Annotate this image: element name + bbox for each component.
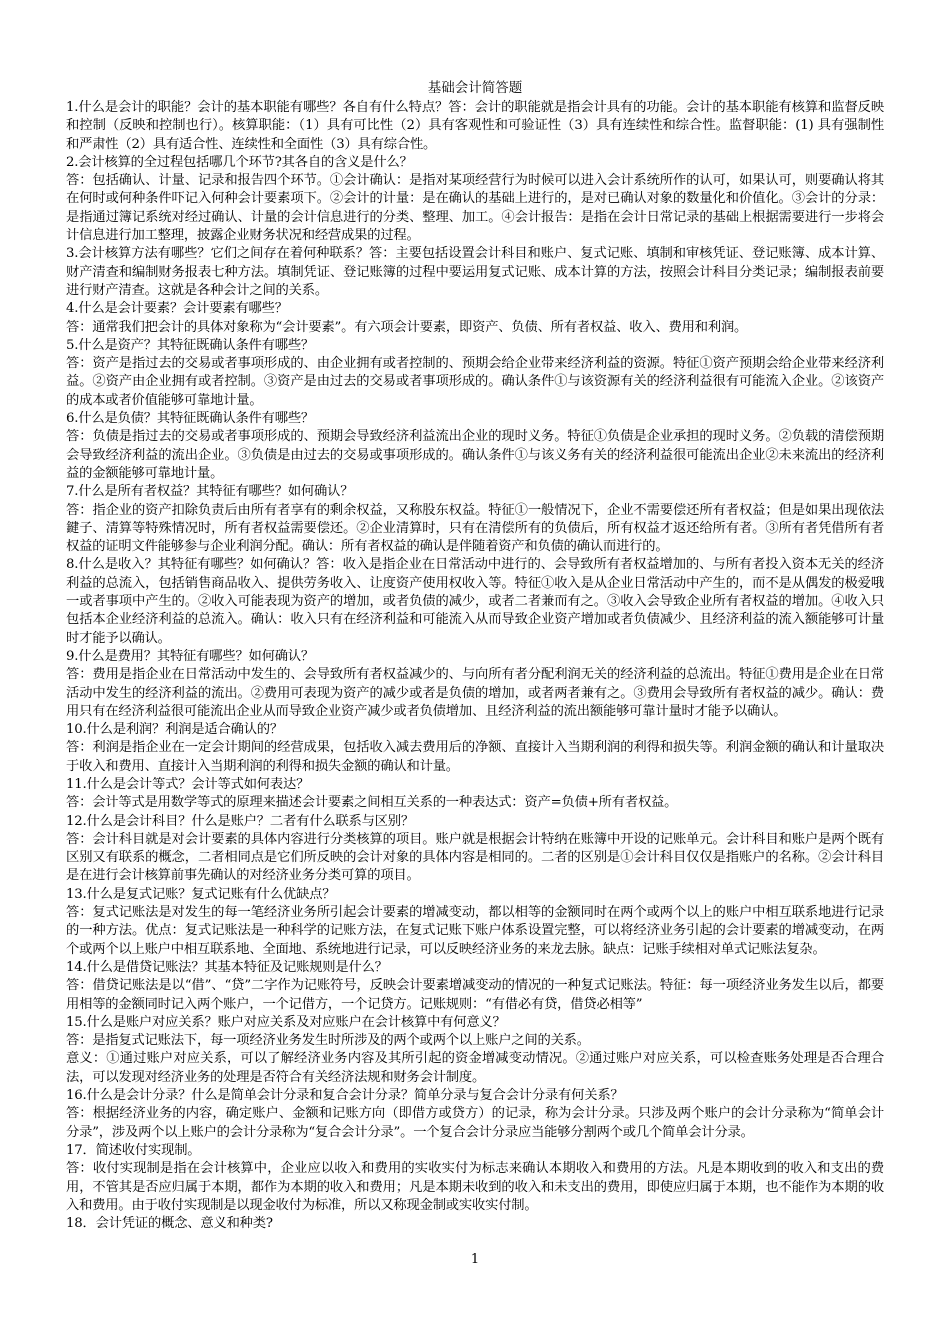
paragraph: 答：资产是指过去的交易或者事项形成的、由企业拥有或者控制的、预期会给企业带来经济利益的资源。特征①资产预期会给企业带来经济利益。②资产由企业拥有或者控制。③资产是由过去的交易或者事项形成的。确认条件①与该资源有关的经济利益很有可能流入企业。②该资产的成本或者价值能够可靠地计量。 [66, 356, 884, 408]
paragraph: 17．简述收付实现制。 [66, 1142, 201, 1158]
paragraph: 答：通常我们把会计的具体对象称为“会计要素”。有六项会计要素，即资产、负债、所有者权益、收入、费用和利润。 [66, 319, 748, 335]
paragraph: 答：根据经济业务的内容，确定账户、金额和记账方向（即借方或贷方）的记录，称为会计分录。只涉及两个账户的会计分录称为“简单会计分录”，涉及两个以上账户的会计分录称为“复合会计分录”。一个复合会计分录应当能够分割两个或几个简单会计分录。 [66, 1106, 884, 1140]
paragraph: 2.会计核算的全过程包括哪几个环节?其各自的含义是什么？ [66, 154, 413, 170]
paragraph: 7.什么是所有者权益？其特征有哪些？如何确认？ [66, 484, 354, 500]
paragraph: 答：利润是指企业在一定会计期间的经营成果，包括收入减去费用后的净额、直接计入当期利润的利得和损失等。利润金额的确认和计量取决于收入和费用、直接计入当期利润的利得和损失金额的确认和计量。 [66, 740, 884, 774]
paragraph: 答：收付实现制是指在会计核算中，企业应以收入和费用的实收实付为标志来确认本期收入和费用的方法。凡是本期收到的收入和支出的费用，不管其是否应归属于本期，都作为本期的收入和费用；凡是本期未收到的收入和未支出的费用，即使应归属于本期，也不能作为本期的收入和费用。由于收付实现制是以现金收付为标准，所以又称现金制或实收实付制。 [66, 1161, 884, 1213]
paragraph: 答：是指复式记账法下，每一项经济业务发生时所涉及的两个或两个以上账户之间的关系。 [66, 1033, 590, 1049]
paragraph: 4.什么是会计要素？会计要素有哪些？ [66, 301, 288, 317]
paragraph: 答：包括确认、计量、记录和报告四个环节。①会计确认：是指对某项经营行为时候可以进入会计系统所作的认可，如果认可，则要确认将其在何时或何种条件吓记入何种会计要素项下。②会计的计量：是在确认的基础上进行的，是对已确认对象的数量化和价值化。③会计的分录：是指通过簿记系统对经过确认、计量的会计信息进行的分类、整理、加工。④会计报告：是指在会计日常记录的基础上根据需要进行一步将会计信息进行加工整理，披露企业财务状况和经营成果的过程。 [66, 173, 884, 244]
paragraph: 11.什么是会计等式？会计等式如何表达？ [66, 776, 310, 792]
paragraph: 答：费用是指企业在日常活动中发生的、会导致所有者权益减少的、与向所有者分配利润无关的经济利益的总流出。特征①费用是企业在日常活动中发生的经济利益的流出。②费用可表现为资产的减少或者是负债的增加，或者两者兼有之。③费用会导致所有者权益的减少。确认：费用只有在经济利益很可能流出企业从而导致企业资产减少或者负债增加、且经济利益的流出额能够可靠计量时才能予以确认。 [66, 667, 884, 719]
page-title: 基础会计简答题 [427, 80, 523, 96]
paragraph: 答：指企业的资产扣除负责后由所有者享有的剩余权益，又称股东权益。特征①一般情况下，企业不需要偿还所有者权益；但是如果出现依法鍵子、清算等特殊情况时，所有者权益需要偿还。②企业清算时，只有在清偿所有的负债后，所有权益才返还给所有者。③所有者凭借所有者权益的证明文件能够参与企业利润分配。确认：所有者权益的确认是伴随着资产和负债的确认而进行的。 [66, 502, 884, 555]
paragraph: 13.什么是复式记账？复式记账有什么优缺点？ [66, 886, 336, 902]
document-body [66, 99, 884, 1233]
paragraph: 3.会计核算方法有哪些？它们之间存在着何种联系？答：主要包括设置会计科目和账户、复式记账、填制和审核凭证、登记账簿、成本计算、财产清查和编制财务报表七种方法。填制凭证、登记账簿的过程中要运用复式记账、成本计算的方法，按照会计科目分类记录；编制报表前要进行财产清查。这就是各种会计之间的关系。 [66, 246, 884, 298]
paragraph: 8.什么是收入？其特征有哪些？如何确认？答：收入是指企业在日常活动中进行的、会导致所有者权益增加的、与所有者投入资本无关的经济利益的总流入，包括销售商品收入、提供劳务收入、让度资产使用权收入等。特征①收入是从企业日常活动中产生的，而不是从偶发的极爱哦一或者事项中产生的。②收入可能表现为资产的增加，或者负债的减少，或者二者兼而有之。③收入会导致企业所有者权益的增加。④收入只包括本企业经济利益的总流入。确认：收入只有在经济利益和可能流入从而导致企业资产增加或者负债减少、且经济利益的流入额能够可计量时才能予以确认。 [66, 557, 884, 646]
paragraph: 5.什么是资产？其特征既确认条件有哪些？ [66, 337, 315, 353]
paragraph: 1.什么是会计的职能？会计的基本职能有哪些？各自有什么特点？答：会计的职能就是指会计具有的功能。会计的基本职能有核算和监督反映和控制（反映和控制也行）。核算职能：（1）具有可比性（2）具有客观性和可验证性（3）具有连续性和综合性。监督职能：(1) 具有强制性和严肃性（2）具有适合性、连续性和全面性（3）具有综合性。 [66, 100, 884, 152]
paragraph: 14.什么是借贷记账法？其基本特征及记账规则是什么？ [66, 959, 388, 975]
page-number: 1 [470, 1252, 480, 1267]
paragraph: 答：复式记账法是对发生的每一笔经济业务所引起会计要素的增减变动，都以相等的金额同时在两个或两个以上的账户中相互联系地进行记录的一种方法。优点：复式记账法是一种科学的记账方法，在复式记账下账户体系设置完整，可以将经济业务引起的会计要素的增减变动，在两个或两个以上账户中相互联系地、全面地、系统地进行记录，可以反映经济业务的来龙去脉。缺点：记账手续相对单式记账法复杂。 [66, 905, 884, 957]
paragraph: 6.什么是负债？其特征既确认条件有哪些？ [66, 411, 315, 427]
paragraph: 9.什么是费用？其特征有哪些？如何确认？ [66, 648, 315, 664]
paragraph: 意义：①通过账户对应关系，可以了解经济业务内容及其所引起的资金增减变动情况。②通过账户对应关系，可以检查账务处理是否合理合法，可以发现对经济业务的处理是否符合有关经济法规和财务会计制度。 [66, 1051, 884, 1085]
paragraph: 12.什么是会计科目？什么是账户？二者有什么联系与区别？ [66, 813, 414, 829]
paragraph: 答：会计科目就是对会计要素的具体内容进行分类核算的项目。账户就是根据会计特纳在账簿中开设的记账单元。会计科目和账户是两个既有区别又有联系的概念，二者相同点是它们所反映的会计对象的具体内容是相同的。二者的区别是①会计科目仅仅是指账户的名称。②会计科目是在进行会计核算前事先确认的对经济业务分类可算的项目。 [66, 831, 884, 884]
paragraph: 答：借贷记账法是以“借”、“贷”二字作为记账符号，反映会计要素增减变动的情况的一种复式记账法。特征：每一项经济业务发生以后，都要用相等的金额同时记入两个账户，一个记借方，一个记贷方。记账规则：“有借必有贷，借贷必相等” [66, 978, 884, 1012]
paragraph: 10.什么是利润？利润是适合确认的？ [66, 722, 283, 738]
paragraph: 16.什么是会计分录？什么是简单会计分录和复合会计分录？简单分录与复合会计分录有何关系？ [66, 1088, 624, 1104]
paragraph: 答：会计等式是用数学等式的原理来描述会计要素之间相互关系的一种表达式：资产=负债+所有者权益。 [66, 795, 678, 811]
paragraph: 答：负债是指过去的交易或者事项形成的、预期会导致经济利益流出企业的现时义务。特征①负债是企业承担的现时义务。②负载的清偿预期会导致经济利益的流出企业。③负债是由过去的交易或事项形成的。确认条件①与该义务有关的经济利益很可能流出企业②未来流出的经济利益的金额能够可靠地计量。 [66, 429, 884, 481]
paragraph: 18．会计凭证的概念、意义和种类? [66, 1216, 273, 1232]
paragraph: 15.什么是账户对应关系？账户对应关系及对应账户在会计核算中有何意义？ [66, 1014, 506, 1030]
